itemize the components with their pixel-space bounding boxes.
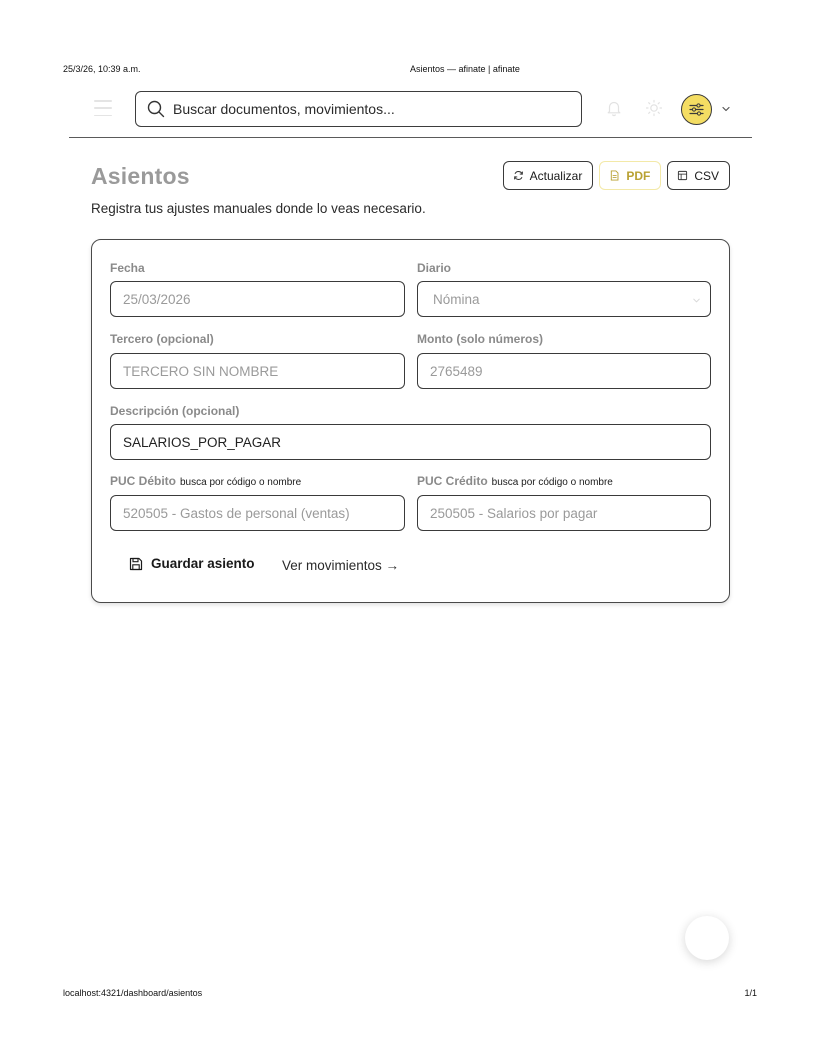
toolbar-actions (503, 161, 730, 190)
pdf-button[interactable] (599, 161, 661, 190)
print-url: localhost:4321/dashboard/asientos (63, 988, 203, 998)
pdf-label: PDF (626, 168, 651, 183)
descripcion-label: Descripción (opcional) (110, 404, 240, 418)
csv-button[interactable] (667, 161, 730, 190)
avatar[interactable] (681, 94, 712, 125)
search-box[interactable] (135, 91, 582, 127)
print-header (63, 64, 757, 76)
save-label: Guardar asiento (151, 556, 255, 571)
chevron-down-icon (720, 103, 732, 115)
view-movements-link[interactable]: Ver movimientos → (282, 558, 400, 573)
diario-label: Diario (417, 261, 452, 275)
puc-credito-hint: busca por código o nombre (491, 477, 613, 488)
refresh-label: Actualizar (529, 168, 583, 183)
diario-value: Nómina (433, 291, 480, 307)
avatar-logo-icon (688, 101, 705, 118)
puc-debito-label-text: PUC Débito (110, 474, 176, 488)
page-subtitle: Registra tus ajustes manuales donde lo veas necesario. (91, 201, 426, 216)
tercero-label: Tercero (opcional) (110, 332, 214, 346)
search-input[interactable] (173, 101, 563, 117)
puc-credito-field[interactable] (417, 495, 711, 531)
puc-debito-hint: busca por código o nombre (180, 477, 302, 488)
page-title: Asientos (91, 163, 190, 189)
table-icon (677, 170, 688, 181)
puc-debito-field[interactable] (110, 495, 405, 531)
monto-label: Monto (solo números) (417, 332, 543, 346)
refresh-button[interactable] (503, 161, 594, 190)
floating-action-button[interactable] (685, 916, 729, 960)
print-footer (63, 988, 757, 1000)
puc-credito-label (417, 474, 613, 488)
monto-field[interactable] (417, 353, 711, 389)
print-date: 25/3/26, 10:39 a.m. (63, 64, 141, 74)
bell-icon[interactable] (605, 99, 623, 117)
fecha-label: Fecha (110, 261, 145, 275)
print-doc-title: Asientos — afinate | afinate (410, 64, 520, 74)
sun-icon[interactable] (645, 99, 663, 117)
save-icon (129, 557, 143, 571)
file-icon (609, 170, 620, 181)
search-icon (147, 100, 165, 118)
top-bar (69, 88, 752, 138)
tercero-field[interactable] (110, 353, 405, 389)
refresh-icon (513, 170, 524, 181)
puc-credito-label-text: PUC Crédito (417, 474, 488, 488)
asiento-form (91, 239, 730, 603)
print-page-number: 1/1 (744, 988, 757, 998)
descripcion-field[interactable] (110, 424, 711, 460)
menu-icon[interactable] (94, 100, 112, 116)
chevron-down-icon (691, 295, 702, 306)
diario-select[interactable] (417, 281, 711, 317)
puc-debito-label (110, 474, 301, 488)
csv-label: CSV (694, 168, 719, 183)
save-button[interactable] (129, 556, 255, 571)
user-menu[interactable] (681, 93, 732, 125)
fecha-field[interactable] (110, 281, 405, 317)
